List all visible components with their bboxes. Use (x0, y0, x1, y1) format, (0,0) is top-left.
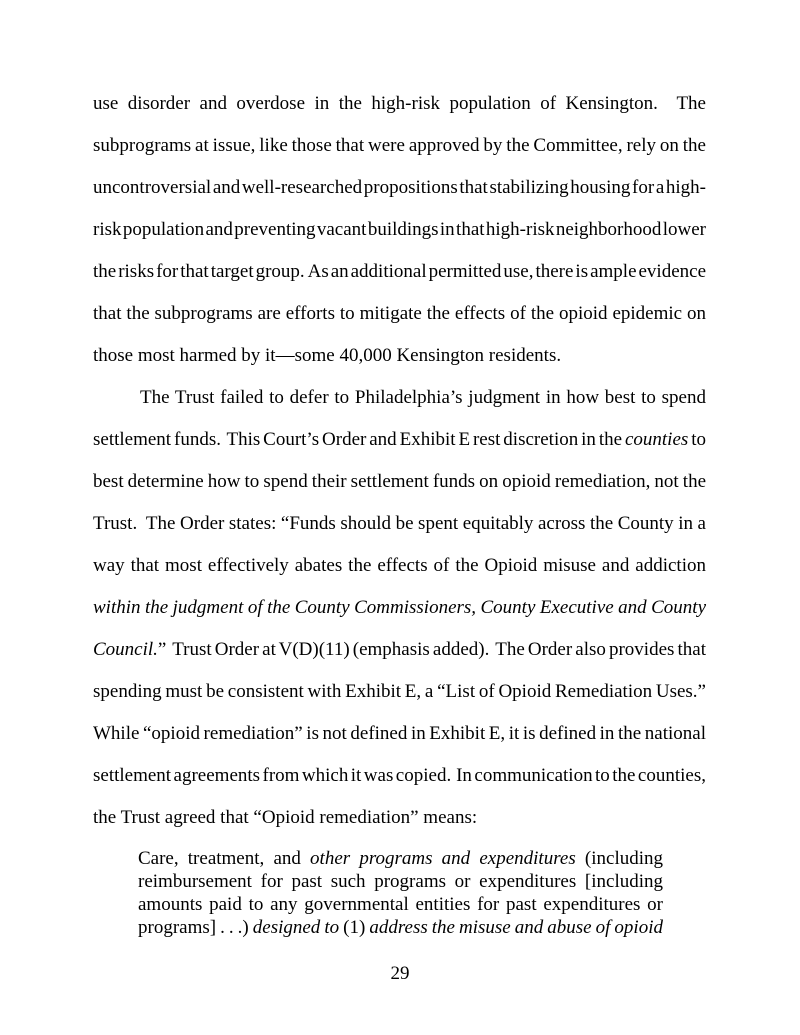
text-line (93, 377, 706, 419)
body-text (93, 83, 706, 839)
text-run: amounts paid to any governmental entities for past expenditures or (138, 894, 663, 915)
block-quote (138, 847, 663, 939)
text-run: way that most effectively abates the effects of the Opioid misuse and addiction (93, 555, 706, 576)
text-run: programs] . . .) (138, 917, 253, 938)
italic-text-run: within the judgment of the County Commissioners, County Executive and County (93, 597, 706, 618)
text-line-content (93, 807, 477, 828)
text-line-content (93, 555, 706, 576)
text-run: (including (575, 848, 663, 869)
italic-text-run: designed to (252, 917, 340, 938)
text-run: (1) (339, 917, 370, 938)
text-line-content (93, 765, 706, 786)
text-line-content (93, 303, 706, 324)
text-line (93, 293, 706, 335)
text-line (93, 545, 706, 587)
text-run: risk population and preventing vacant buildings in that high-risk neighborhood lower (93, 219, 706, 240)
text-line-content (93, 429, 706, 450)
text-line (93, 755, 706, 797)
text-line-content (138, 848, 663, 869)
text-line-content (93, 597, 706, 618)
italic-text-run: address the misuse and abuse of opioid (369, 917, 663, 938)
text-line (138, 870, 663, 893)
text-line (93, 503, 706, 545)
text-run: Trust. The Order states: “Funds should be spent equitably across the County in a (93, 513, 706, 534)
text-run: Care, treatment, and (138, 848, 311, 869)
text-line (93, 461, 706, 503)
text-line-content (93, 513, 706, 534)
text-run: reimbursement for past such programs or expenditures [including (138, 871, 663, 892)
body-paragraph (93, 377, 706, 839)
text-run: the Trust agreed that “Opioid remediation” means: (93, 807, 478, 828)
italic-text-run: other programs and expenditures (310, 848, 576, 869)
text-line-content (93, 471, 706, 492)
text-line-content (93, 345, 561, 366)
text-run: uncontroversial and well-researched propositions that stabilizing housing for a high- (93, 177, 706, 198)
text-line-content (93, 177, 706, 198)
text-run: settlement agreements from which it was copied. In communication to the counties, (93, 765, 706, 786)
text-run: those most harmed by it—some 40,000 Kensington residents. (93, 345, 562, 366)
text-run: spending must be consistent with Exhibit E, a “List of Opioid Remediation Uses.” (93, 681, 706, 702)
text-line (93, 713, 706, 755)
text-run: While “opioid remediation” is not defined in Exhibit E, it is defined in the national (93, 723, 706, 744)
text-line (138, 893, 663, 916)
text-line (93, 335, 706, 377)
text-line (93, 671, 706, 713)
text-line (138, 847, 663, 870)
text-run: that the subprograms are efforts to mitigate the effects of the opioid epidemic on (93, 303, 706, 324)
text-line-content (93, 387, 706, 408)
text-line-content (93, 135, 706, 156)
text-run: to (688, 429, 706, 450)
text-line-content (93, 681, 706, 702)
text-line (138, 916, 663, 939)
text-run: use disorder and overdose in the high-risk population of Kensington. The (93, 93, 706, 114)
text-line-content (93, 723, 706, 744)
text-line (93, 125, 706, 167)
text-line-content (93, 219, 706, 240)
text-run: the risks for that target group. As an additional permitted use, there is ample evidence (93, 261, 706, 282)
text-line (93, 629, 706, 671)
text-line-content (138, 917, 663, 938)
text-line-content (93, 261, 706, 282)
text-line-content (93, 639, 706, 660)
text-line-content (138, 871, 663, 892)
text-run: ” Trust Order at V(D)(11) (emphasis added). The Order also provides that (157, 639, 706, 660)
text-line (93, 419, 706, 461)
text-line (93, 83, 706, 125)
body-paragraph (93, 83, 706, 377)
text-run: The Trust failed to defer to Philadelphia’s judgment in how best to spend (140, 387, 706, 408)
text-line (93, 251, 706, 293)
text-line-content (138, 894, 663, 915)
page-content (93, 83, 706, 939)
text-run: best determine how to spend their settlement funds on opioid remediation, not the (93, 471, 706, 492)
italic-text-run: counties (624, 429, 689, 450)
text-line (93, 587, 706, 629)
text-run: subprograms at issue, like those that were approved by the Committee, rely on the (93, 135, 706, 156)
page-number: 29 (390, 963, 410, 984)
text-line-content (93, 93, 706, 114)
text-line (93, 797, 706, 839)
text-line (93, 209, 706, 251)
text-line (93, 167, 706, 209)
text-run: settlement funds. This Court’s Order and Exhibit E rest discretion in the (93, 429, 625, 450)
italic-text-run: Council. (93, 639, 158, 660)
